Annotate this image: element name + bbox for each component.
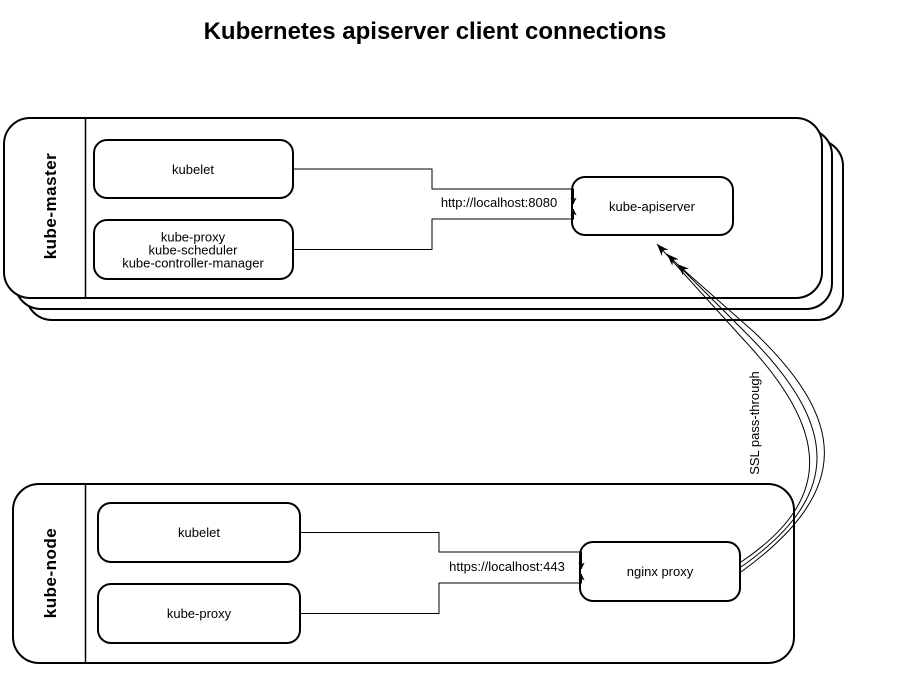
diagram-title: Kubernetes apiserver client connections [203,18,667,45]
control-plane-line-2: kube-scheduler [148,242,238,258]
node-kubelet-label: kubelet [178,525,220,540]
control-plane-line-3: kube-controller-manager [122,255,264,271]
kube-node-label: kube-node [41,527,60,619]
master-control-plane-label [122,231,264,270]
control-plane-line-1: kube-proxy [160,229,226,245]
https-localhost-443-label: https://localhost:443 [449,559,565,574]
ssl-pass-through-label: SSL pass-through [747,371,762,475]
master-kubelet-label: kubelet [172,162,214,177]
node-kube-proxy-label: kube-proxy [166,606,232,621]
http-localhost-8080-label: http://localhost:8080 [440,195,558,210]
nginx-proxy-label: nginx proxy [626,564,694,579]
kube-master-container-group [4,118,843,320]
kube-master-label: kube-master [41,152,60,260]
kube-apiserver-label: kube-apiserver [609,199,695,214]
